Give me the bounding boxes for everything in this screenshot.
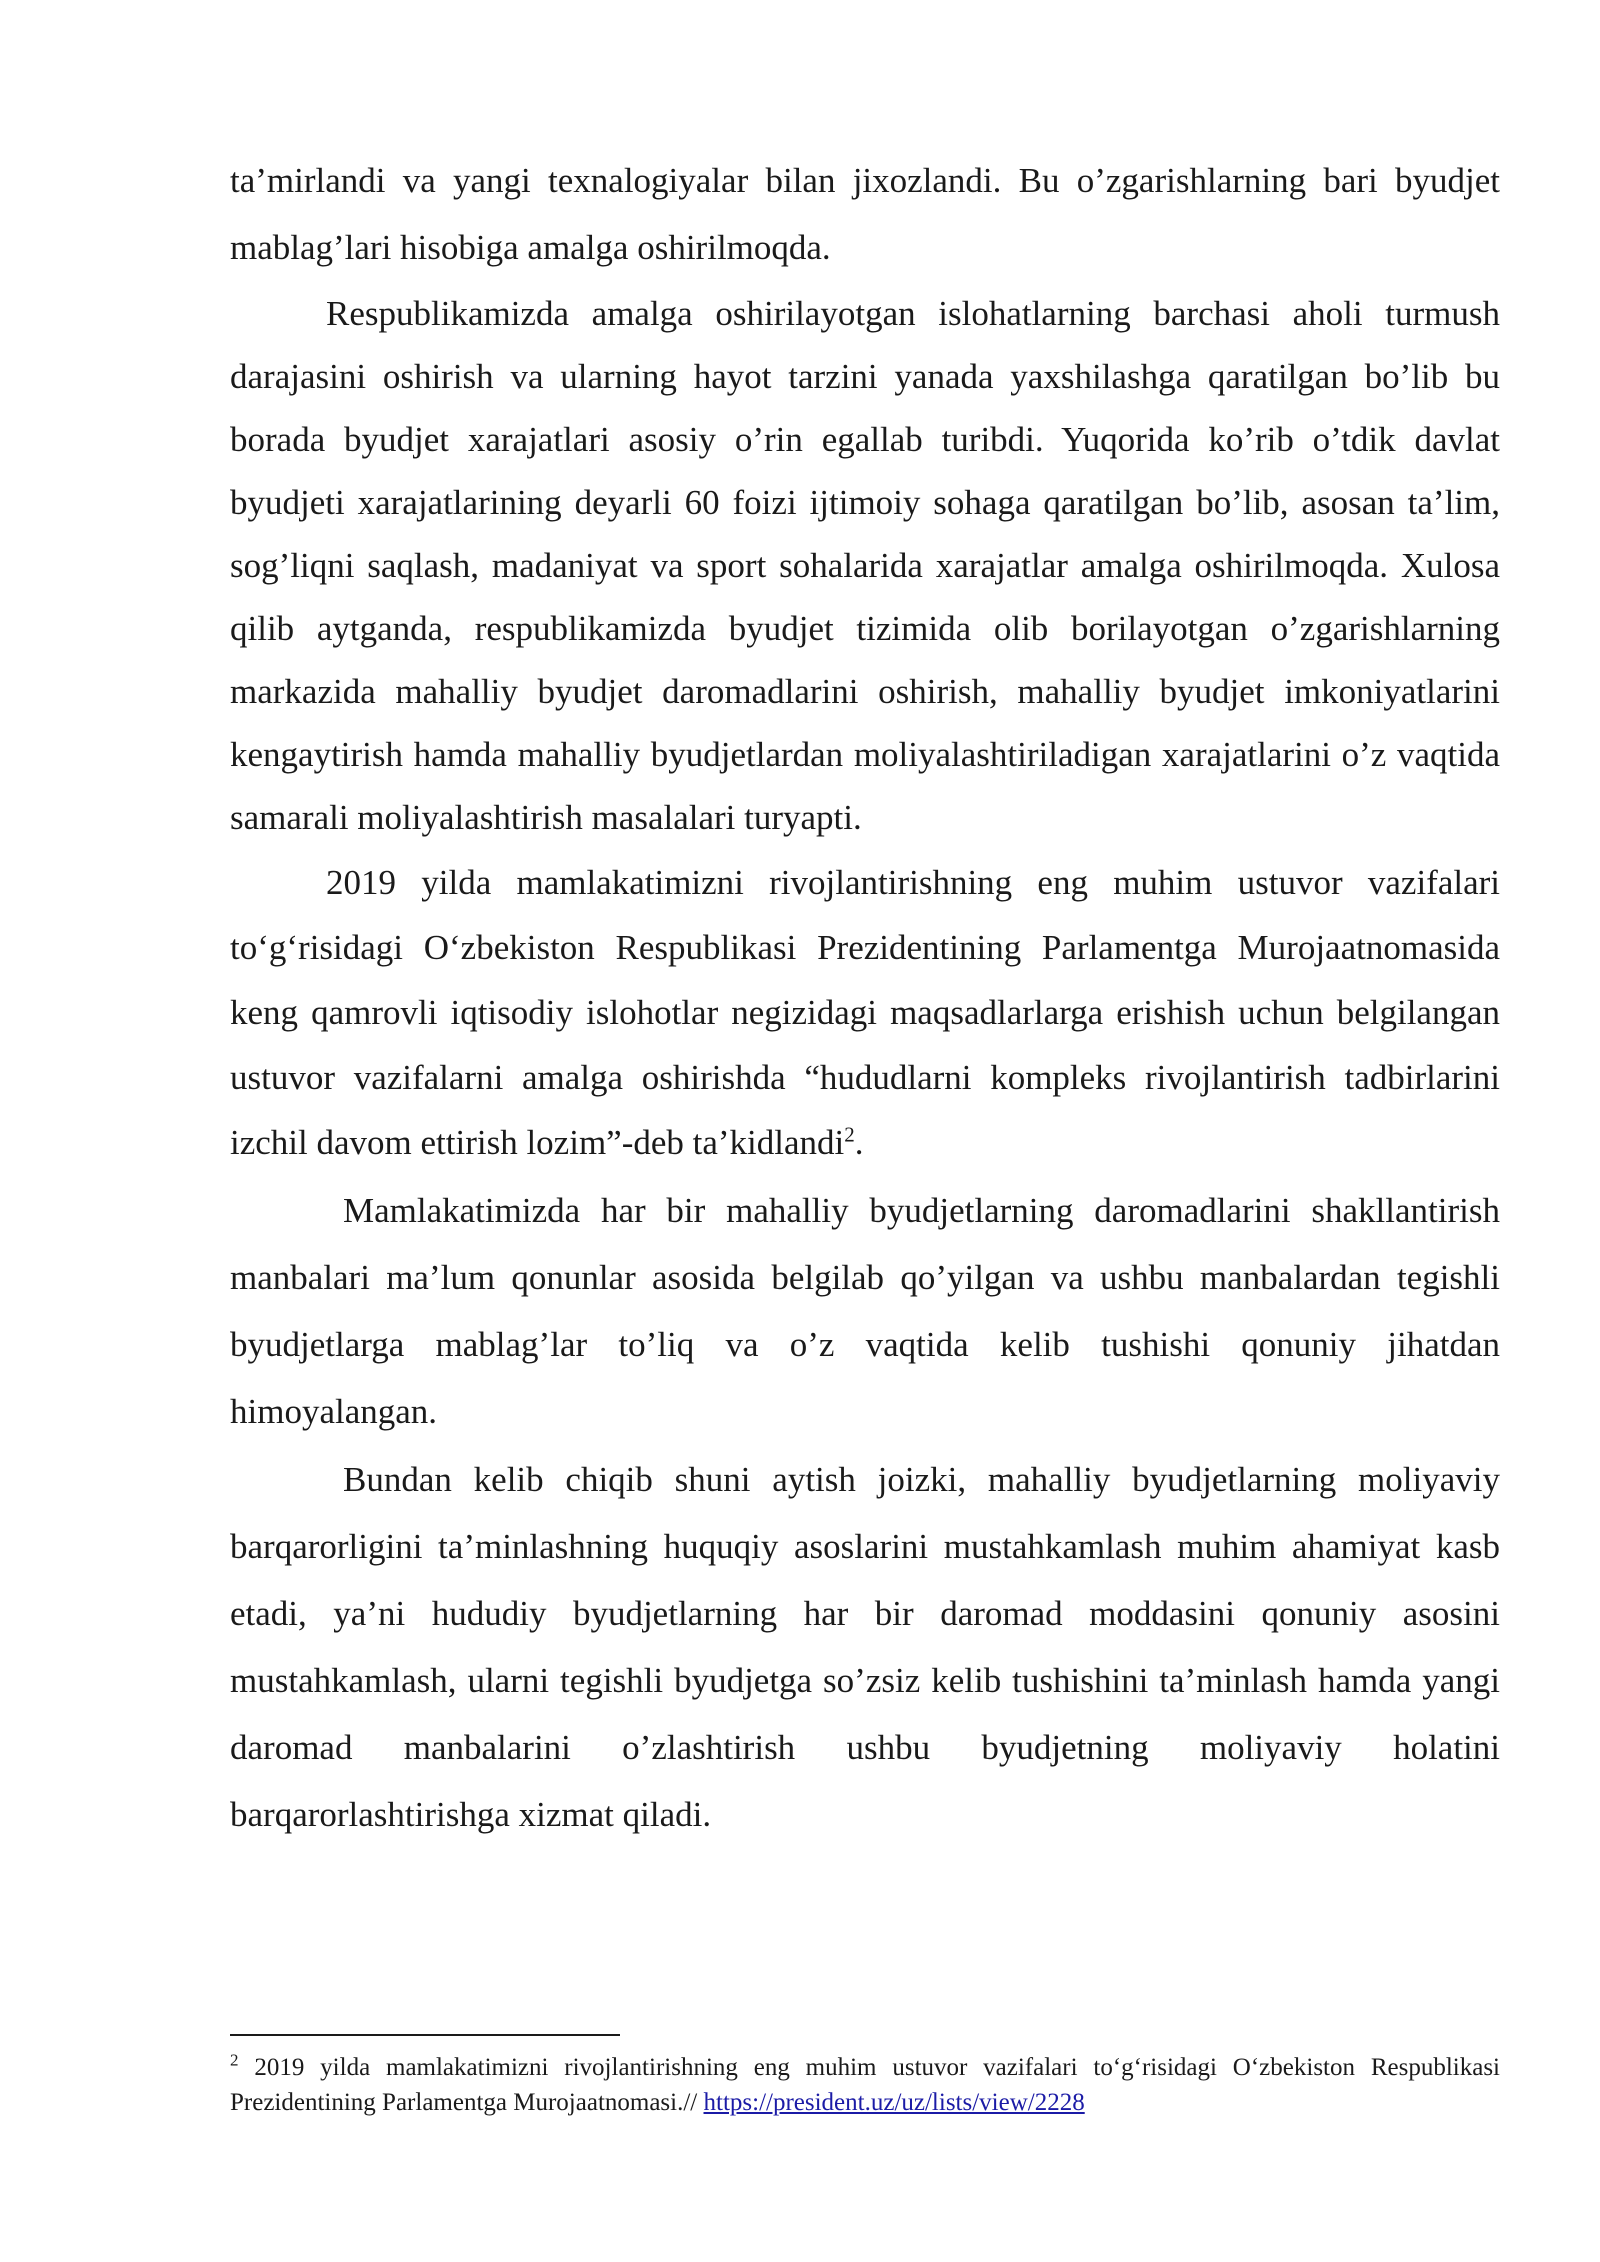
paragraph-3 bbox=[230, 850, 1500, 1175]
footnote-text: 2019 yilda mamlakatimizni rivojlantirishning eng muhim ustuvor vazifalari to‘g‘risidagi O‘zbekiston Respublikasi Prezidentining Parlamentga Murojaatnomasi.// bbox=[230, 2054, 1500, 2116]
body-text bbox=[230, 147, 1500, 1848]
footnote-separator bbox=[230, 2034, 620, 2036]
paragraph-4: Mamlakatimizda har bir mahalliy byudjetlarning daromadlarini shakllantirish manbalari ma’lum qonunlar asosida belgilab qo’yilgan va ushbu manbalardan tegishli byudjetlarga mablag’lar to’liq va o’z vaqtida kelib tushishi qonuniy jihatdan himoyalangan. bbox=[230, 1191, 1500, 1431]
paragraph-2: Respublikamizda amalga oshirilayotgan islohatlarning barchasi aholi turmush darajasini oshirish va ularning hayot tarzini yanada yaxshilashga qaratilgan bo’lib bu borada byudjet xarajatlari asosiy o’rin egallab turibdi. Yuqorida ko’rib o’tdik davlat byudjeti xarajatlarining deyarli 60 foizi ijtimoiy sohaga qaratilgan bo’lib, asosan ta’lim, sog’liqni saqlash, madaniyat va sport sohalarida xarajatlar amalga oshirilmoqda. Xulosa qilib aytganda, respublikamizda byudjet tizimida olib borilayotgan o’zgarishlarning markazida mahalliy byudjet daromadlarini oshirish, mahalliy byudjet imkoniyatlarini kengaytirish hamda mahalliy byudjetlardan moliyalashtiriladigan xarajatlarini o’z vaqtida samarali moliyalashtirish masalalari turyapti. bbox=[230, 294, 1500, 837]
paragraph-3-end: . bbox=[854, 1123, 864, 1162]
paragraph-3-text: 2019 yilda mamlakatimizni rivojlantirishning eng muhim ustuvor vazifalari to‘g‘risidagi O‘zbekiston Respublikasi Prezidentining Parlamentga Murojaatnomasida keng qamrovli iqtisodiy islohotlar negizidagi maqsadlarlarga erishish uchun belgilangan ustuvor vazifalarni amalga oshirishda “hududlarni kompleks rivojlantirish tadbirlarini izchil davom ettirish lozim”-deb ta’kidlandi bbox=[230, 863, 1500, 1162]
footnote-link[interactable]: https://president.uz/uz/lists/view/2228 bbox=[703, 2089, 1085, 2116]
footnote-mark: 2 bbox=[230, 2050, 239, 2070]
footnote-reference[interactable]: 2 bbox=[844, 1122, 855, 1147]
paragraph-5: Bundan kelib chiqib shuni aytish joizki, mahalliy byudjetlarning moliyaviy barqarorligini ta’minlashning huquqiy asoslarini mustahkamlash muhim ahamiyat kasb etadi, ya’ni hududiy byudjetlarning har bir daromad moddasini qonuniy asosini mustahkamlash, ularni tegishli byudjetga so’zsiz kelib tushishini ta’minlash hamda yangi daromad manbalarini o’zlashtirish ushbu byudjetning moliyaviy holatini barqarorlashtirishga xizmat qiladi. bbox=[230, 1460, 1500, 1834]
footnote bbox=[230, 2050, 1500, 2120]
paragraph-1: ta’mirlandi va yangi texnalogiyalar bilan jixozlandi. Bu o’zgarishlarning bari byudjet mablag’lari hisobiga amalga oshirilmoqda. bbox=[230, 161, 1500, 267]
